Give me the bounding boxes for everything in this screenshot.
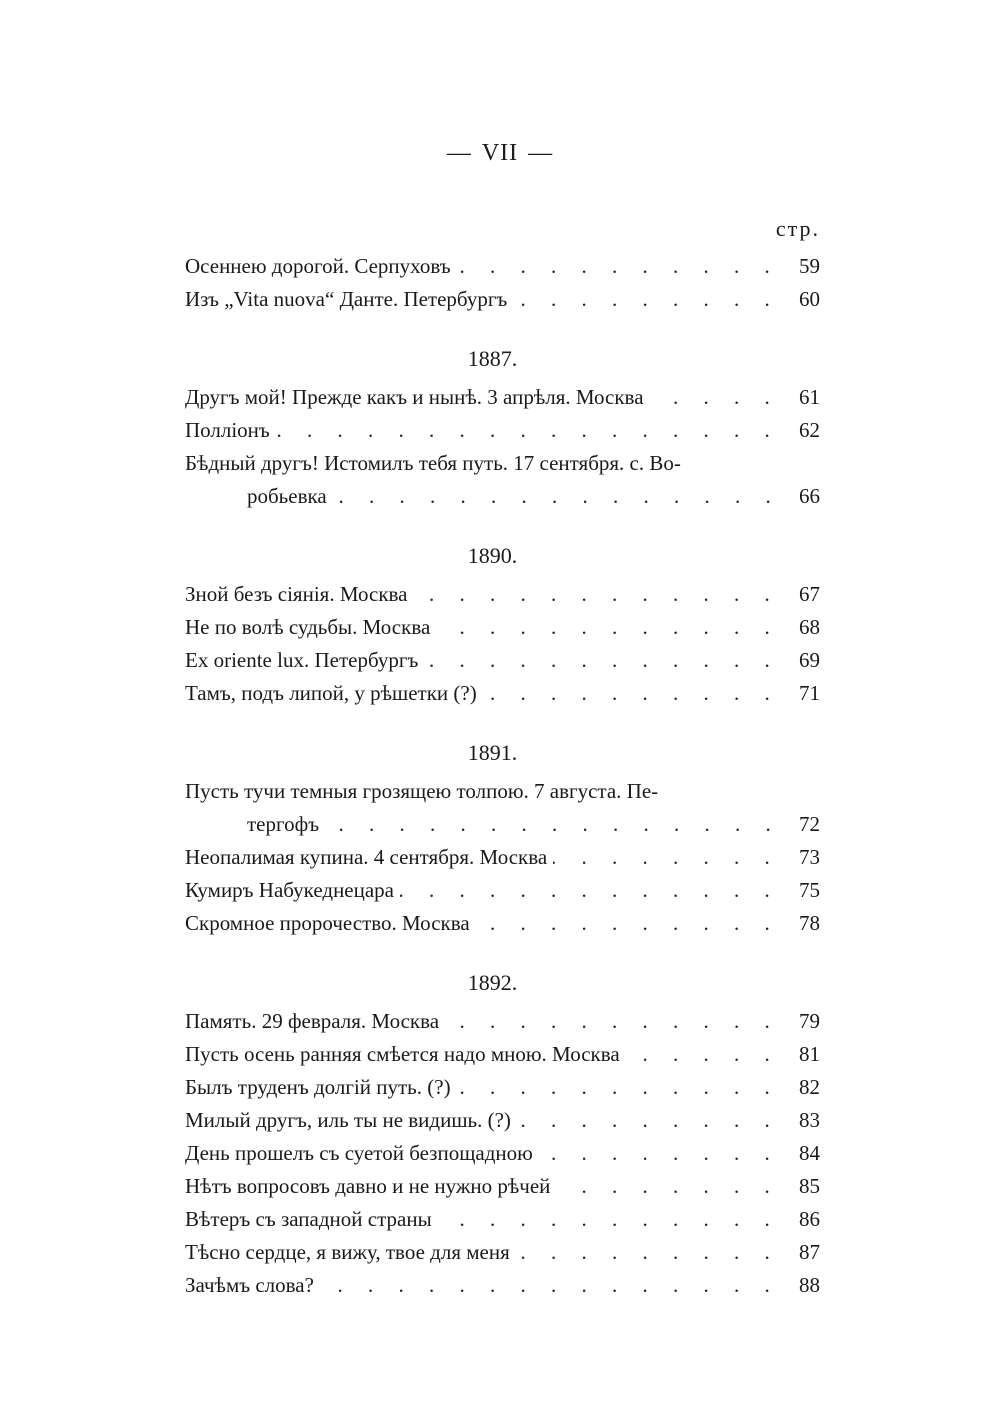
section-year-heading: 1887. <box>467 346 518 371</box>
toc-entry-page: 75 <box>780 874 820 907</box>
toc-entry <box>185 1269 820 1302</box>
toc-entry-title: Полліонъ <box>185 418 276 442</box>
toc-entry <box>185 1203 820 1236</box>
toc-entry-page: 66 <box>780 480 820 513</box>
page-number <box>0 140 1000 167</box>
toc-entry <box>185 250 820 283</box>
toc-entry-page: 68 <box>780 611 820 644</box>
toc-entry <box>185 1236 820 1269</box>
toc-entry-page: 61 <box>780 381 820 414</box>
table-of-contents <box>185 250 820 1302</box>
toc-entry-page: 62 <box>780 414 820 447</box>
toc-entry-title: Вѣтеръ съ западной страны <box>185 1207 438 1231</box>
toc-entry-title: робьевка <box>247 484 333 508</box>
toc-entry <box>185 611 820 644</box>
toc-entry <box>185 677 820 710</box>
toc-entry-title: Другъ мой! Прежде какъ и нынѣ. 3 апрѣля. Москва <box>185 385 650 409</box>
toc-entry-title: Ex oriente lux. Петербургъ <box>185 648 424 672</box>
toc-entry-title: Зачѣмъ слова? <box>185 1273 320 1297</box>
toc-entry-title: Память. 29 февраля. Москва <box>185 1009 445 1033</box>
toc-entry <box>185 874 820 907</box>
toc-entry <box>185 644 820 677</box>
toc-entry-title: Не по волѣ судьбы. Москва <box>185 615 436 639</box>
toc-entry-first-line: Бѣдный другъ! Истомилъ тебя путь. 17 сентября. с. Во- <box>185 451 681 475</box>
toc-entry-page: 59 <box>780 250 820 283</box>
toc-entry <box>185 1005 820 1038</box>
toc-entry-continuation <box>185 808 820 841</box>
page-number-value: VII <box>481 140 519 166</box>
toc-entry-page: 82 <box>780 1071 820 1104</box>
toc-entry-title: Пусть осень ранняя смѣется надо мною. Москва <box>185 1042 626 1066</box>
toc-entry-multiline <box>185 775 820 841</box>
toc-entry-page: 85 <box>780 1170 820 1203</box>
toc-entry-title: Нѣтъ вопросовъ давно и не нужно рѣчей <box>185 1174 556 1198</box>
toc-entry <box>185 578 820 611</box>
toc-entry-page: 71 <box>780 677 820 710</box>
toc-entry-title: Былъ труденъ долгій путь. (?) <box>185 1075 457 1099</box>
toc-entry-title: Милый другъ, иль ты не видишь. (?) <box>185 1108 517 1132</box>
toc-entry <box>185 283 820 316</box>
toc-entry-title: Неопалимая купина. 4 сентября. Москва <box>185 845 553 869</box>
section-year-heading: 1891. <box>467 740 518 765</box>
toc-entry <box>185 1170 820 1203</box>
toc-entry <box>185 1038 820 1071</box>
toc-entry <box>185 414 820 447</box>
toc-entry-multiline <box>185 447 820 513</box>
toc-entry-continuation <box>185 480 820 513</box>
toc-entry <box>185 381 820 414</box>
pages-column-header: стр. <box>775 216 820 241</box>
toc-entry-page: 78 <box>780 907 820 940</box>
toc-entry-page: 69 <box>780 644 820 677</box>
toc-entry <box>185 907 820 940</box>
toc-entry <box>185 1104 820 1137</box>
toc-entry-title: Тамъ, подъ липой, у рѣшетки (?) <box>185 681 483 705</box>
toc-entry <box>185 1071 820 1104</box>
toc-entry-title: Скромное пророчество. Москва <box>185 911 476 935</box>
toc-entry-title: тергофъ <box>247 812 325 836</box>
toc-entry-page: 83 <box>780 1104 820 1137</box>
toc-entry-page: 84 <box>780 1137 820 1170</box>
section-year-heading: 1892. <box>467 970 518 995</box>
toc-entry-title: Осеннею дорогой. Серпуховъ <box>185 254 457 278</box>
dash-right: — <box>528 140 554 166</box>
toc-entry-page: 87 <box>780 1236 820 1269</box>
toc-entry <box>185 841 820 874</box>
toc-entry-first-line: Пусть тучи темныя грозящею толпою. 7 августа. Пе- <box>185 779 659 803</box>
toc-entry-page: 81 <box>780 1038 820 1071</box>
toc-entry-page: 67 <box>780 578 820 611</box>
toc-entry-title: День прошелъ съ суетой безпощадною <box>185 1141 539 1165</box>
toc-entry-page: 60 <box>780 283 820 316</box>
toc-entry-page: 73 <box>780 841 820 874</box>
toc-entry-page: 72 <box>780 808 820 841</box>
section-year-heading: 1890. <box>467 543 518 568</box>
toc-entry-page: 79 <box>780 1005 820 1038</box>
toc-entry-page: 86 <box>780 1203 820 1236</box>
toc-entry-title: Изъ „Vita nuova“ Данте. Петербургъ <box>185 287 513 311</box>
toc-entry-page: 88 <box>780 1269 820 1302</box>
toc-entry-title: Зной безъ сіянія. Москва <box>185 582 413 606</box>
toc-entry-title: Тѣсно сердце, я вижу, твое для меня <box>185 1240 516 1264</box>
dash-left: — <box>446 140 472 166</box>
toc-entry-title: Кумиръ Набукеднецара <box>185 878 400 902</box>
toc-entry <box>185 1137 820 1170</box>
dot-leader <box>247 808 780 841</box>
